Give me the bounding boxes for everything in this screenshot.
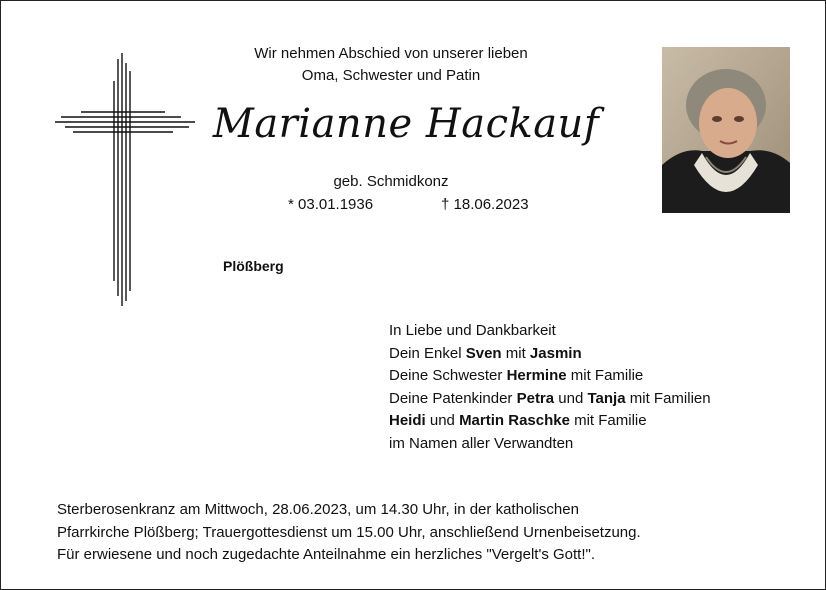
service-line-2: Pfarrkirche Plößberg; Trauergottesdienst um 15.00 Uhr, anschließend Urnenbeisetzung.	[57, 523, 641, 541]
service-line-3: Für erwiesene und noch zugedachte Anteilnahme ein herzliches "Vergelt's Gott!".	[57, 546, 595, 563]
maiden-name: geb. Schmidkonz	[333, 173, 449, 190]
text-fragment: Deine Schwester	[389, 367, 507, 385]
text-fragment: mit	[501, 344, 530, 362]
mourners-line-4	[389, 388, 711, 411]
mourner-name: Petra	[516, 389, 555, 407]
mourners-line-5	[389, 410, 711, 433]
text-fragment: und	[425, 412, 460, 430]
mourner-name: Hermine	[506, 367, 567, 385]
service-line-1: Sterberosenkranz am Mittwoch, 28.06.2023, um 14.30 Uhr, in der katholischen	[57, 501, 579, 518]
text-fragment: Deine Patenkinder	[389, 389, 517, 407]
text-fragment: mit Familie	[569, 412, 647, 430]
mourners-line-1: In Liebe und Dankbarkeit	[389, 322, 556, 339]
mourners-line-3	[389, 365, 711, 388]
text-fragment: mit Familien	[625, 389, 711, 407]
death-date: † 18.06.2023	[441, 196, 529, 213]
mourners-list	[389, 320, 711, 456]
mourners-line-2	[389, 343, 711, 366]
service-details	[57, 499, 641, 567]
mourner-name: Tanja	[587, 389, 626, 407]
place-name: Plößberg	[223, 258, 284, 274]
mourner-name: Heidi	[389, 412, 426, 430]
intro-text	[241, 43, 541, 87]
cross-icon	[53, 51, 199, 313]
portrait-photo	[662, 47, 790, 213]
mourners-line-6: im Namen aller Verwandten	[389, 434, 574, 452]
intro-line-1: Wir nehmen Abschied von unserer lieben	[254, 45, 528, 62]
text-fragment: und	[554, 389, 588, 407]
mourner-name: Sven	[465, 344, 502, 362]
text-fragment: mit Familie	[566, 367, 644, 385]
mourner-name: Jasmin	[529, 344, 582, 362]
birth-date: * 03.01.1936	[288, 196, 374, 213]
text-fragment: Dein Enkel	[389, 344, 466, 362]
intro-line-2: Oma, Schwester und Patin	[301, 67, 481, 84]
mourner-name: Martin Raschke	[459, 412, 570, 430]
deceased-name: Marianne Hackauf	[212, 101, 600, 147]
